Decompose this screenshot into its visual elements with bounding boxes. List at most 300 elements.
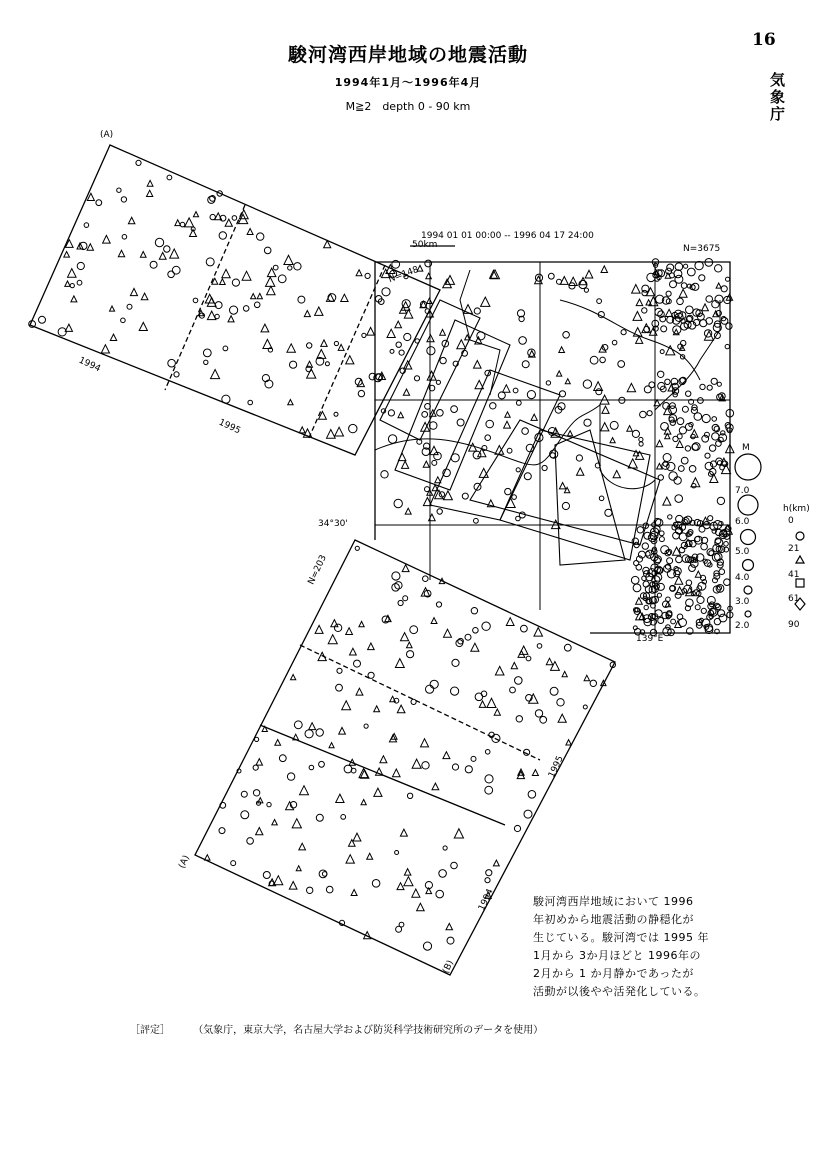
credit-label: ［評定］ — [130, 1025, 170, 1036]
epicenter-marker — [473, 628, 479, 634]
epicenter-marker — [584, 675, 590, 681]
epicenter-marker — [354, 660, 361, 667]
epicenter-marker — [247, 838, 254, 845]
epicenter-marker — [716, 441, 722, 447]
epicenter-marker — [642, 308, 647, 313]
epicenter-marker — [168, 359, 176, 367]
epicenter-marker — [426, 273, 432, 279]
epicenter-marker — [521, 625, 528, 632]
epicenter-marker — [421, 739, 429, 747]
depth-legend-21: 21 — [788, 544, 800, 554]
epicenter-marker — [255, 737, 259, 741]
magnitude-legend-7: 7.0 — [735, 486, 750, 496]
epicenter-marker — [671, 619, 676, 624]
epicenter-marker — [241, 811, 249, 819]
epicenter-marker — [705, 453, 710, 458]
epicenter-marker — [712, 417, 717, 422]
epicenter-marker — [205, 855, 211, 860]
epicenter-marker — [465, 634, 471, 640]
epicenter-marker — [451, 454, 459, 462]
epicenter-marker — [404, 333, 411, 340]
epicenter-marker — [65, 281, 70, 286]
epicenter-marker — [710, 474, 718, 482]
epicenter-marker — [432, 783, 439, 790]
epicenter-marker — [471, 643, 479, 651]
epicenter-marker — [287, 344, 296, 352]
epicenter-marker — [241, 791, 247, 797]
epicenter-marker — [719, 614, 727, 622]
epicenter-marker — [725, 344, 729, 348]
epicenter-marker — [211, 370, 220, 379]
epicenter-marker — [451, 687, 459, 695]
epicenter-marker — [294, 721, 302, 729]
epicenter-marker — [254, 302, 260, 308]
page-title: 駿河湾西岸地域の地震活動 — [287, 44, 528, 66]
epicenter-marker — [700, 384, 705, 389]
epicenter-marker — [404, 877, 413, 886]
epicenter-marker — [337, 668, 342, 673]
epicenter-marker — [338, 344, 344, 350]
epicenter-marker — [390, 696, 396, 702]
epicenter-marker — [328, 635, 337, 644]
epicenter-marker — [394, 499, 402, 507]
credit-text: （気象庁，東京大学，名古屋大学および防災科学技術研究所のデータを使用） — [193, 1025, 544, 1036]
epicenter-marker — [396, 342, 401, 347]
epicenter-marker — [534, 628, 543, 637]
epicenter-marker — [520, 646, 528, 654]
epicenter-marker — [681, 457, 688, 464]
epicenter-marker — [427, 298, 432, 303]
epicenter-marker — [397, 705, 405, 713]
epicenter-marker — [695, 605, 700, 610]
epicenter-marker — [164, 246, 170, 252]
epicenter-marker — [423, 576, 429, 582]
epicenter-marker — [300, 786, 309, 795]
epicenter-marker — [576, 455, 582, 461]
map-count-label: N=3675 — [683, 244, 721, 254]
epicenter-marker — [495, 666, 504, 675]
epicenter-marker — [403, 596, 408, 601]
epicenter-marker — [147, 180, 153, 186]
epicenter-marker — [659, 537, 664, 542]
epicenter-marker — [550, 453, 555, 458]
page-number: 16 — [752, 30, 776, 50]
epicenter-marker — [679, 289, 687, 297]
epicenter-marker — [336, 794, 344, 802]
epicenter-marker — [585, 270, 593, 278]
epicenter-marker — [686, 306, 694, 314]
epicenter-marker — [299, 427, 305, 433]
epicenter-marker — [381, 471, 388, 478]
epicenter-marker — [334, 341, 338, 345]
epicenter-marker — [726, 277, 730, 281]
epicenter-marker — [633, 584, 641, 592]
epicenter-marker — [667, 558, 673, 564]
epicenter-marker — [627, 383, 635, 391]
epicenter-marker — [315, 307, 323, 315]
epicenter-marker — [319, 870, 327, 878]
epicenter-marker — [519, 512, 525, 518]
epicenter-marker — [430, 680, 438, 688]
epicenter-marker — [711, 378, 717, 384]
depth-legend-title: h(km) — [783, 504, 810, 514]
epicenter-marker — [710, 461, 716, 467]
epicenter-marker — [707, 385, 712, 390]
epicenter-marker — [329, 743, 334, 748]
epicenter-marker — [335, 427, 344, 436]
epicenter-marker — [452, 659, 459, 666]
epicenter-marker — [661, 326, 667, 332]
epicenter-marker — [402, 565, 409, 572]
epicenter-marker — [350, 648, 357, 655]
epicenter-marker — [417, 903, 425, 911]
epicenter-marker — [679, 619, 687, 627]
epicenter-marker — [357, 379, 364, 386]
epicenter-marker — [410, 626, 418, 634]
epicenter-marker — [364, 724, 368, 728]
magnitude-legend-2: 2.0 — [735, 621, 750, 631]
epicenter-marker — [527, 391, 535, 399]
epicenter-marker — [272, 820, 278, 825]
epicenter-marker — [321, 340, 328, 347]
epicenter-marker — [387, 329, 395, 337]
epicenter-marker — [485, 878, 490, 883]
epicenter-marker — [404, 869, 411, 876]
magnitude-legend-4: 4.0 — [735, 573, 750, 583]
epicenter-marker — [374, 788, 382, 796]
epicenter-marker — [68, 269, 77, 278]
epicenter-marker — [612, 340, 617, 345]
epicenter-marker — [150, 261, 157, 268]
epicenter-marker — [341, 294, 348, 301]
epicenter-marker — [689, 466, 696, 473]
epicenter-marker — [701, 608, 706, 613]
epicenter-marker — [316, 729, 323, 736]
epicenter-marker — [481, 297, 490, 306]
epicenter-marker — [724, 579, 731, 586]
epicenter-marker — [336, 684, 343, 691]
epicenter-marker — [660, 350, 664, 354]
epicenter-marker — [546, 658, 553, 665]
epicenter-marker — [388, 435, 396, 443]
epicenter-marker — [658, 475, 663, 480]
epicenter-marker — [392, 572, 400, 580]
epicenter-marker — [206, 258, 214, 266]
epicenter-marker — [346, 356, 354, 364]
epicenter-marker — [633, 312, 642, 321]
epicenter-marker — [421, 588, 430, 597]
epicenter-marker — [657, 593, 661, 597]
epicenter-marker — [355, 546, 359, 550]
lower-panel-year-1995: 1995 — [547, 754, 566, 780]
epicenter-marker — [263, 872, 270, 879]
epicenter-marker — [522, 428, 529, 435]
epicenter-marker — [96, 200, 102, 206]
epicenter-marker — [584, 419, 591, 426]
epicenter-marker — [309, 723, 316, 730]
map-longitude-label: 139°E — [636, 634, 664, 644]
epicenter-marker — [674, 477, 681, 484]
epicenter-marker — [223, 346, 228, 351]
epicenter-marker — [704, 432, 709, 437]
note-line: 生じている。駿河湾では 1995 年 — [533, 931, 709, 944]
epicenter-marker — [222, 395, 230, 403]
epicenter-marker — [317, 350, 326, 359]
epicenter-marker — [374, 706, 380, 712]
epicenter-marker — [388, 410, 394, 416]
epicenter-marker — [562, 502, 569, 509]
epicenter-marker — [631, 576, 639, 584]
epicenter-marker — [524, 810, 532, 818]
epicenter-marker — [474, 518, 479, 523]
epicenter-marker — [701, 543, 708, 550]
epicenter-marker — [663, 454, 671, 462]
epicenter-marker — [724, 542, 729, 547]
epicenter-marker — [669, 472, 677, 480]
epicenter-marker — [437, 509, 442, 514]
epicenter-marker — [170, 249, 179, 258]
epicenter-marker — [674, 270, 682, 278]
magnitude-legend — [735, 454, 761, 617]
epicenter-marker — [292, 819, 301, 828]
epicenter-marker — [128, 217, 135, 224]
epicenter-marker — [353, 833, 361, 841]
epicenter-marker — [266, 277, 275, 286]
epicenter-marker — [564, 644, 571, 651]
epicenter-marker — [439, 870, 447, 878]
epicenter-marker — [636, 299, 643, 306]
epicenter-marker — [256, 828, 263, 835]
epicenter-marker — [399, 350, 404, 355]
epicenter-marker — [678, 466, 684, 472]
epicenter-marker — [699, 275, 705, 281]
epicenter-marker — [430, 446, 438, 454]
epicenter-marker — [666, 291, 671, 296]
epicenter-marker — [557, 699, 564, 706]
epicenter-marker — [471, 756, 476, 761]
epicenter-marker — [220, 279, 226, 285]
criteria-line: M≧2 depth 0 - 90 km — [345, 100, 471, 113]
epicenter-marker — [362, 333, 366, 337]
epicenter-marker — [372, 880, 380, 888]
epicenter-marker — [203, 349, 211, 357]
epicenter-marker — [121, 197, 126, 202]
epicenter-marker — [263, 339, 272, 348]
epicenter-marker — [405, 508, 411, 514]
epicenter-marker — [519, 337, 527, 345]
epicenter-marker — [407, 642, 413, 648]
epicenter-marker — [452, 764, 458, 770]
epicenter-marker — [511, 662, 517, 668]
epicenter-marker — [695, 537, 700, 542]
epicenter-marker — [356, 270, 362, 276]
epicenter-marker — [349, 424, 357, 432]
epicenter-marker — [465, 766, 472, 773]
epicenter-marker — [642, 543, 648, 549]
epicenter-marker — [677, 298, 684, 305]
epicenter-marker — [84, 223, 89, 228]
epicenter-marker — [637, 527, 643, 533]
epicenter-marker — [583, 380, 591, 388]
epicenter-marker — [110, 334, 116, 340]
epicenter-marker — [398, 453, 406, 460]
epicenter-marker — [294, 263, 301, 270]
epicenter-marker — [717, 497, 724, 504]
epicenter-marker — [284, 255, 293, 264]
epicenter-marker — [435, 477, 441, 483]
data-credit — [130, 1021, 563, 1036]
epicenter-marker — [77, 280, 82, 285]
epicenter-marker — [118, 250, 124, 256]
epicenter-marker — [516, 716, 522, 722]
epicenter-marker — [361, 800, 366, 805]
epicenter-marker — [702, 414, 710, 422]
epicenter-marker — [526, 656, 531, 661]
epicenter-marker — [309, 765, 314, 770]
epicenter-marker — [675, 275, 683, 283]
epicenter-marker — [299, 843, 306, 850]
epicenter-marker — [610, 421, 618, 429]
epicenter-marker — [610, 438, 615, 443]
epicenter-marker — [632, 285, 641, 294]
epicenter-marker — [288, 266, 292, 270]
epicenter-marker — [267, 286, 276, 295]
note-line: 年初めから地震活動の静穏化が — [533, 913, 694, 926]
epicenter-marker — [432, 460, 437, 465]
coastline — [375, 300, 720, 489]
epicenter-marker — [451, 406, 458, 413]
lower-panel-corner-end: (B) — [441, 958, 456, 976]
epicenter-marker — [454, 829, 463, 838]
epicenter-marker — [493, 860, 499, 866]
epicenter-marker — [675, 263, 683, 271]
epicenter-marker — [390, 349, 394, 353]
epicenter-marker — [668, 384, 675, 391]
epicenter-marker — [621, 330, 626, 335]
epicenter-marker — [632, 430, 639, 437]
epicenter-marker — [504, 421, 511, 428]
epicenter-marker — [185, 218, 194, 227]
epicenter-marker — [516, 468, 520, 472]
epicenter-marker — [568, 431, 573, 436]
epicenter-marker — [706, 296, 713, 303]
epicenter-marker — [475, 693, 483, 701]
epicenter-marker — [422, 762, 429, 769]
epicenter-marker — [474, 361, 482, 369]
epicenter-marker — [380, 756, 387, 763]
epicenter-marker — [117, 188, 121, 192]
epicenter-marker — [440, 329, 446, 335]
epicenter-marker — [605, 509, 612, 516]
epicenter-marker — [485, 750, 490, 755]
epicenter-marker — [522, 361, 529, 368]
epicenter-marker — [247, 229, 253, 235]
magnitude-legend-6: 6.0 — [735, 517, 750, 527]
epicenter-marker — [407, 793, 412, 798]
epicenter-marker — [462, 493, 468, 499]
epicenter-marker — [675, 495, 683, 503]
epicenter-marker — [256, 759, 263, 766]
epicenter-marker — [444, 629, 452, 637]
epicenter-marker — [558, 714, 566, 722]
epicenter-marker — [358, 390, 364, 396]
epicenter-marker — [351, 890, 357, 896]
epicenter-marker — [673, 393, 677, 397]
epicenter-marker — [180, 222, 185, 227]
epicenter-marker — [686, 599, 694, 607]
epicenter-marker — [288, 400, 293, 405]
epicenter-marker — [565, 379, 570, 384]
epicenter-marker — [507, 448, 512, 453]
epicenter-marker — [411, 699, 416, 704]
upper-panel-corner-label: (A) — [100, 130, 114, 140]
epicenter-marker — [64, 252, 70, 258]
map-scale-label: 50km — [412, 240, 438, 250]
epicenter-marker — [709, 445, 715, 451]
epicenter-marker — [342, 701, 351, 710]
epicenter-marker — [71, 296, 77, 302]
epicenter-marker — [490, 403, 496, 409]
magnitude-legend-title: M — [742, 443, 750, 453]
depth-legend-41: 41 — [788, 570, 800, 580]
epicenter-marker — [231, 861, 236, 866]
epicenter-marker — [289, 882, 297, 890]
epicenter-marker — [708, 516, 713, 521]
epicenter-marker — [204, 360, 208, 364]
epicenter-marker — [597, 299, 602, 304]
magnitude-legend-5: 5.0 — [735, 547, 750, 557]
epicenter-marker — [436, 602, 441, 607]
epicenter-marker — [315, 625, 323, 633]
epicenter-marker — [412, 759, 421, 768]
epicenter-marker — [139, 322, 147, 330]
epicenter-marker — [267, 802, 271, 806]
epicenter-marker — [485, 435, 491, 441]
explanatory-note — [533, 893, 763, 1001]
epicenter-marker — [365, 273, 370, 278]
epicenter-marker — [87, 244, 93, 250]
epicenter-marker — [485, 786, 493, 794]
epicenter-marker — [667, 264, 674, 271]
epicenter-marker — [535, 710, 542, 717]
epicenter-marker — [264, 247, 271, 254]
epicenter-marker — [700, 320, 707, 327]
epicenter-marker — [101, 345, 109, 353]
epicenter-marker — [296, 866, 301, 871]
epicenter-marker — [532, 770, 538, 776]
epicenter-marker — [681, 340, 686, 345]
epicenter-marker — [262, 375, 269, 382]
epicenter-marker — [562, 671, 567, 676]
epicenter-marker — [279, 755, 286, 762]
epicenter-marker — [535, 433, 543, 441]
epicenter-marker — [382, 288, 390, 296]
epicenter-marker — [720, 465, 725, 470]
epicenter-marker — [399, 922, 404, 927]
epicenter-marker — [147, 190, 153, 196]
epicenter-marker — [457, 419, 464, 426]
epicenter-marker — [257, 233, 264, 240]
epicenter-marker — [307, 343, 312, 348]
epicenter-marker — [596, 389, 602, 395]
epicenter-marker — [334, 624, 341, 631]
period-subtitle: 1994年1月～1996年4月 — [334, 76, 482, 89]
epicenter-marker — [515, 677, 523, 685]
epicenter-marker — [681, 283, 687, 289]
epicenter-marker — [697, 596, 704, 603]
epicenter-marker — [232, 216, 237, 221]
epicenter-marker — [368, 672, 374, 678]
